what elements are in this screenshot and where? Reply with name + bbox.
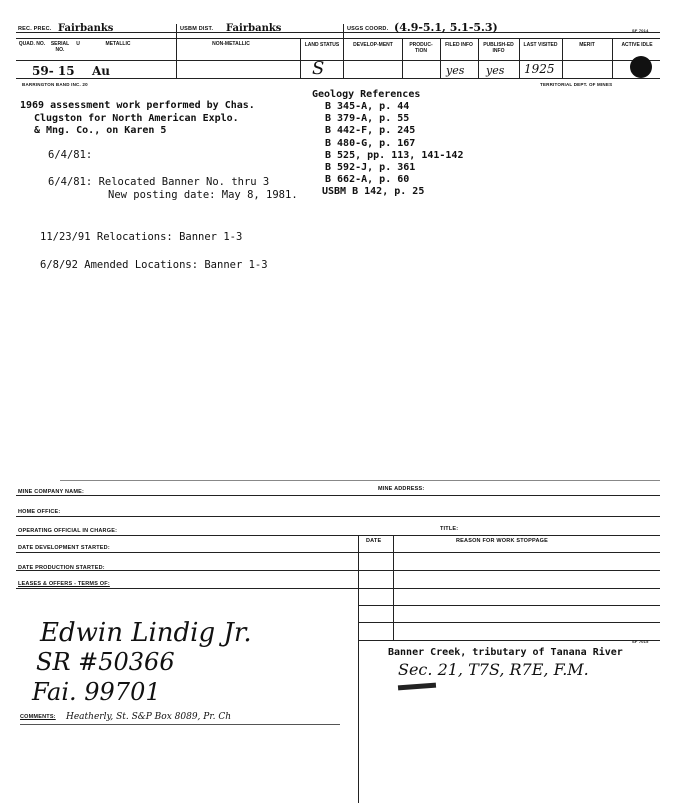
header-rule-4	[16, 78, 660, 79]
home-office-label: HOME OFFICE:	[18, 509, 61, 515]
form-rule-prod	[16, 570, 660, 571]
location-creek: Banner Creek, tributary of Tanana River	[388, 647, 623, 658]
note-line-4: 6/4/81:	[48, 149, 93, 161]
title-label: TITLE:	[440, 526, 459, 532]
mine-address-label: MINE ADDRESS:	[378, 486, 425, 492]
form-top-rule	[60, 480, 660, 481]
comments-label: COMMENTS:	[20, 714, 56, 720]
geology-ref: USBM B 142, p. 25	[322, 186, 425, 198]
form-divider	[358, 535, 359, 803]
handwritten-comments: Heatherly, St. S&P Box 8089, Pr. Ch	[66, 712, 232, 722]
geology-ref: B 525, pp. 113, 141-142	[325, 149, 464, 161]
header-vline-7	[519, 38, 520, 78]
note-line-3: & Mng. Co., on Karen 5	[34, 125, 167, 136]
usbm-dist-label: USBM DIST.	[180, 26, 214, 32]
usgs-coord-value: (4.9-5.1, 5.1-5.3)	[394, 21, 498, 34]
form-rule-stoppage-3	[358, 640, 660, 641]
form-rule-leases	[16, 588, 660, 589]
note-line-7: 11/23/91 Relocations: Banner 1-3	[40, 231, 243, 243]
handwritten-sr-number: SR #50366	[36, 648, 175, 676]
form-rule-dev	[16, 552, 660, 553]
usgs-coord-label: USGS COORD.	[347, 26, 389, 32]
u-label: U	[76, 41, 80, 47]
header-vline-4	[402, 38, 403, 78]
note-line-2: Clugston for North American Explo.	[34, 113, 239, 124]
rec-prec-label: REC. PREC.	[18, 26, 52, 32]
printer-line: BARRINGTON BAND INC. 20	[22, 82, 88, 87]
form-rule-official	[16, 535, 660, 536]
header-rule-3	[16, 60, 660, 61]
operating-official-label: OPERATING OFFICIAL IN CHARGE:	[18, 528, 118, 534]
active-status-dot	[630, 56, 652, 78]
handwritten-city: Fai. 99701	[32, 678, 161, 706]
header-vline-9	[612, 38, 613, 78]
form-rule-home	[16, 516, 660, 517]
geology-references-title: Geology References	[312, 89, 421, 100]
last-visited-label: LAST VISITED	[523, 42, 558, 48]
land-status-value: S	[312, 58, 325, 79]
note-line-1: 1969 assessment work performed by Chas.	[20, 100, 255, 111]
comments-rule	[20, 724, 340, 725]
struck-out-text	[398, 683, 436, 691]
quad-label: QUAD. NO.	[18, 41, 46, 47]
production-label: PRODUC-TION	[409, 42, 433, 54]
commodity-value: Au	[92, 64, 111, 78]
note-line-5: 6/4/81: Relocated Banner No. thru 3	[48, 176, 270, 188]
geology-ref: B 662-A, p. 60	[325, 174, 410, 186]
handwritten-name: Edwin Lindig Jr.	[40, 618, 252, 648]
header-vline-2	[300, 38, 301, 78]
form-number-2: SF 7015	[632, 639, 649, 644]
form-rule-stoppage-1	[358, 605, 660, 606]
note-line-8: 6/8/92 Amended Locations: Banner 1-3	[40, 259, 268, 271]
header-vline-3	[343, 24, 344, 78]
geology-ref: B 480-G, p. 167	[325, 137, 416, 149]
header-vline-1	[176, 24, 177, 78]
form-rule-stoppage-2	[358, 622, 660, 623]
filed-info-value: yes	[446, 64, 465, 77]
metallic-label: METALLIC	[105, 41, 131, 47]
land-status-label: LAND STATUS	[304, 42, 340, 48]
last-visited-value: 1925	[524, 62, 555, 76]
mine-company-label: MINE COMPANY NAME:	[18, 489, 85, 495]
development-label: DEVELOP-MENT	[353, 42, 393, 48]
header-rule-2	[16, 38, 660, 39]
date-label: DATE	[366, 538, 382, 544]
published-info-label: PUBLISH-ED INFO	[483, 42, 514, 54]
handwritten-section: Sec. 21, T7S, R7E, F.M.	[398, 660, 589, 679]
geology-ref: B 442-F, p. 245	[325, 125, 416, 137]
geology-ref: B 592-J, p. 361	[325, 162, 416, 174]
nonmetallic-label: NON-METALLIC	[212, 41, 250, 47]
date-development-label: DATE DEVELOPMENT STARTED:	[18, 545, 110, 551]
geology-reference-list	[322, 101, 464, 199]
reason-label: REASON FOR WORK STOPPAGE	[456, 538, 548, 544]
filed-info-label: FILED INFO	[445, 42, 473, 48]
merit-label: MERIT	[579, 42, 595, 48]
note-line-6: New posting date: May 8, 1981.	[108, 189, 298, 201]
form-number: SF 7014	[632, 28, 649, 33]
geology-ref: B 345-A, p. 44	[325, 101, 410, 112]
serial-value: 59- 15	[32, 64, 75, 78]
header-vline-8	[562, 38, 563, 78]
header-vline-5	[440, 38, 441, 78]
usbm-dist-value: Fairbanks	[226, 23, 282, 34]
published-info-value: yes	[486, 64, 505, 77]
serial-label: SERIAL NO.	[50, 41, 70, 53]
active-idle-label: ACTIVE IDLE	[621, 42, 653, 48]
date-production-label: DATE PRODUCTION STARTED:	[18, 565, 105, 571]
form-date-divider	[393, 535, 394, 640]
form-rule-company	[16, 495, 660, 496]
territorial-stamp: TERRITORIAL DEPT. OF MINES	[540, 82, 613, 87]
rec-prec-value: Fairbanks	[58, 23, 114, 34]
geology-ref: B 379-A, p. 55	[325, 113, 410, 125]
leases-label: LEASES & OFFERS - TERMS OF:	[18, 581, 110, 587]
header-vline-6	[478, 38, 479, 78]
